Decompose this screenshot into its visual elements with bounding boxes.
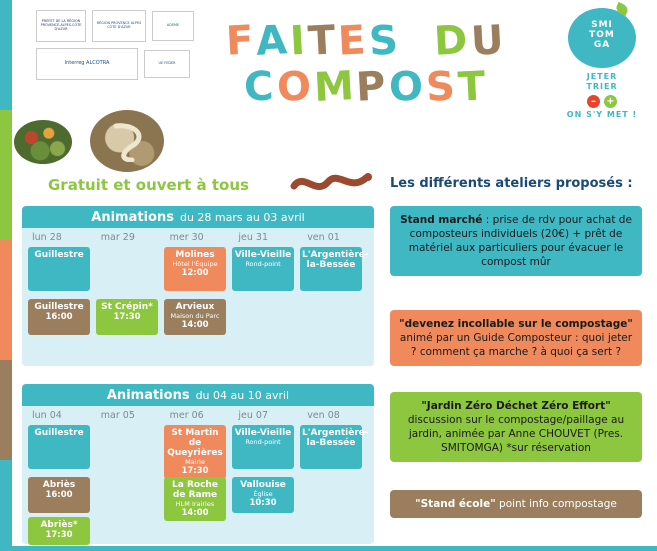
event-st-crepin-mar29[interactable]: [96, 299, 158, 335]
schedule-week-1-title: Animations: [91, 209, 174, 225]
event-venue: HLM Irairies: [175, 500, 215, 508]
salad-photo: [14, 120, 72, 164]
region-sud-logo: RÉGION PROVENCE ALPES CÔTE D'AZUR: [92, 10, 146, 42]
day-label: mar 05: [100, 410, 135, 421]
event-venue: Mairie: [185, 458, 205, 466]
logo-block: [36, 10, 216, 86]
event-venue: Rond-point: [245, 438, 281, 446]
workshop-card-1-text: animé par un Guide Composteur : quoi jeter ? comment ça marche ? à quoi ça sert ?: [399, 332, 633, 358]
event-guillestre-lun28-soir[interactable]: [28, 299, 90, 335]
event-venue: Maison du Parc: [170, 312, 220, 320]
schedule-week-2-grid: [22, 421, 374, 541]
ademe-logo: ADEME: [152, 11, 194, 41]
left-color-strip: [0, 0, 12, 551]
free-open-text: Gratuit et ouvert à tous: [48, 176, 249, 194]
event-arvieux-mer30[interactable]: [164, 299, 226, 335]
event-title: St Crépin*: [101, 302, 153, 312]
event-title: Molines: [175, 250, 215, 260]
event-st-martin-mer06[interactable]: [164, 425, 226, 479]
leaf-icon: [614, 2, 629, 16]
event-guillestre-lun28[interactable]: [28, 247, 90, 291]
workshop-card-3-text: point info compostage: [495, 498, 617, 510]
event-vallouise-jeu07[interactable]: [232, 477, 294, 513]
event-molines-mer30[interactable]: [164, 247, 226, 291]
workshop-card-0-text: : prise de rdv pour achat de composteurs individuels (20€) + prêt de matériel aux particuliers pour évacuer le compost mûr: [408, 214, 632, 268]
brand-line-2: TOM: [589, 30, 615, 40]
event-time: 17:30: [45, 530, 73, 540]
event-time: 16:00: [45, 312, 73, 322]
plus-icon: +: [604, 95, 617, 108]
workshop-card-2-bold: "Jardin Zéro Déchet Zéro Effort": [421, 400, 611, 412]
workshop-card-stand-marche: [390, 206, 642, 276]
event-time: 14:00: [181, 508, 209, 518]
day-label: mer 30: [169, 232, 204, 243]
prefet-logo: PRÉFET DE LA RÉGION PROVENCE-ALPES-CÔTE D'AZUR: [36, 10, 86, 42]
feder-logo: UE FEDER: [144, 50, 190, 78]
event-title: Ville-Vieille: [234, 428, 292, 438]
event-time: 14:00: [181, 320, 209, 330]
workshop-card-3-bold: "Stand école": [415, 498, 496, 510]
workshops-title: Les différents ateliers proposés :: [390, 176, 633, 191]
day-label: lun 04: [32, 410, 62, 421]
worm-icon: [290, 166, 374, 196]
workshop-card-stand-ecole: [390, 490, 642, 518]
schedule-week-1-range: du 28 mars au 03 avril: [179, 210, 305, 224]
event-venue: Rond-point: [245, 260, 281, 268]
title-line-1: FAITES DU: [224, 17, 508, 65]
schedule-week-1-days: [22, 228, 374, 243]
event-time: 16:00: [45, 490, 73, 500]
event-time: 12:00: [181, 268, 209, 278]
brand-line-3: GA: [593, 40, 611, 50]
interreg-alcotra-logo: Interreg ALCOTRA: [36, 48, 138, 80]
workshop-card-2-text: discussion sur le compostage/paillage au jardin, animée par Anne CHOUVET (Pres. SMITOMGA) *sur réservation: [407, 414, 625, 454]
schedule-week-2-header: [22, 384, 374, 406]
event-title: Vallouise: [240, 480, 286, 490]
event-title: Abriès*: [40, 520, 78, 530]
slogan-line-3: ON S'Y MET !: [566, 110, 638, 119]
bottom-color-strip: [0, 546, 657, 551]
event-title: Abriès: [42, 480, 76, 490]
schedule-week-1-grid: [22, 243, 374, 363]
day-label: mar 29: [100, 232, 135, 243]
event-title: Guillestre: [34, 302, 84, 312]
event-argentiere-ven08[interactable]: [300, 425, 369, 469]
schedule-week-2-title: Animations: [106, 387, 190, 403]
event-argentiere-ven01[interactable]: [300, 247, 369, 291]
workshop-card-devenez-incollable: [390, 310, 642, 366]
event-time: 17:30: [113, 312, 141, 322]
day-label: jeu 31: [238, 232, 269, 243]
slogan-line-1: JETER: [586, 72, 618, 81]
smitomga-logo-circle: [568, 8, 636, 68]
minus-icon: –: [587, 95, 600, 108]
event-abries-lun04-soir[interactable]: [28, 517, 90, 545]
event-title: La Roche de Rame: [172, 480, 218, 500]
event-venue: Hôtel l'Équipe: [172, 260, 218, 268]
event-title: Ville-Vieille: [234, 250, 292, 260]
workshop-card-0-bold: Stand marché: [400, 214, 483, 226]
page-title: [196, 18, 536, 110]
day-label: lun 28: [32, 232, 62, 243]
brand-line-1: SMI: [591, 20, 613, 30]
event-time: 17:30: [181, 466, 209, 476]
day-label: ven 08: [307, 410, 340, 421]
schedule-week-2: [22, 384, 374, 544]
peel-swirl-icon: [108, 122, 152, 162]
event-ville-vieille-jeu31[interactable]: [232, 247, 294, 291]
event-title: Guillestre: [34, 250, 84, 260]
day-label: jeu 07: [238, 410, 269, 421]
event-title: St Martin de Queyrières: [167, 428, 223, 458]
schedule-week-2-days: [22, 406, 374, 421]
day-label: mer 06: [169, 410, 204, 421]
event-title: L'Argentière-la-Bessée: [302, 428, 369, 448]
schedule-week-2-range: du 04 au 10 avril: [195, 388, 290, 402]
schedule-week-1-header: [22, 206, 374, 228]
day-label: ven 01: [307, 232, 340, 243]
event-venue: Église: [253, 490, 273, 498]
event-ville-vieille-jeu07[interactable]: [232, 425, 294, 469]
event-title: Guillestre: [34, 428, 84, 438]
smitomga-badge: [565, 8, 639, 128]
event-abries-lun04[interactable]: [28, 477, 90, 513]
event-title: L'Argentière-la-Bessée: [302, 250, 369, 270]
schedule-week-1: [22, 206, 374, 366]
event-title: Arvieux: [175, 302, 215, 312]
title-line-2: COMPOST: [242, 62, 489, 112]
event-la-roche-de-rame-mer06[interactable]: [164, 477, 226, 521]
workshop-card-1-bold: "devenez incollable sur le compostage": [399, 318, 633, 330]
workshop-card-jardin-zero-dechet: [390, 392, 642, 462]
event-time: 10:30: [249, 498, 277, 508]
event-guillestre-lun04[interactable]: [28, 425, 90, 469]
slogan-line-2: TRIER: [586, 82, 618, 91]
